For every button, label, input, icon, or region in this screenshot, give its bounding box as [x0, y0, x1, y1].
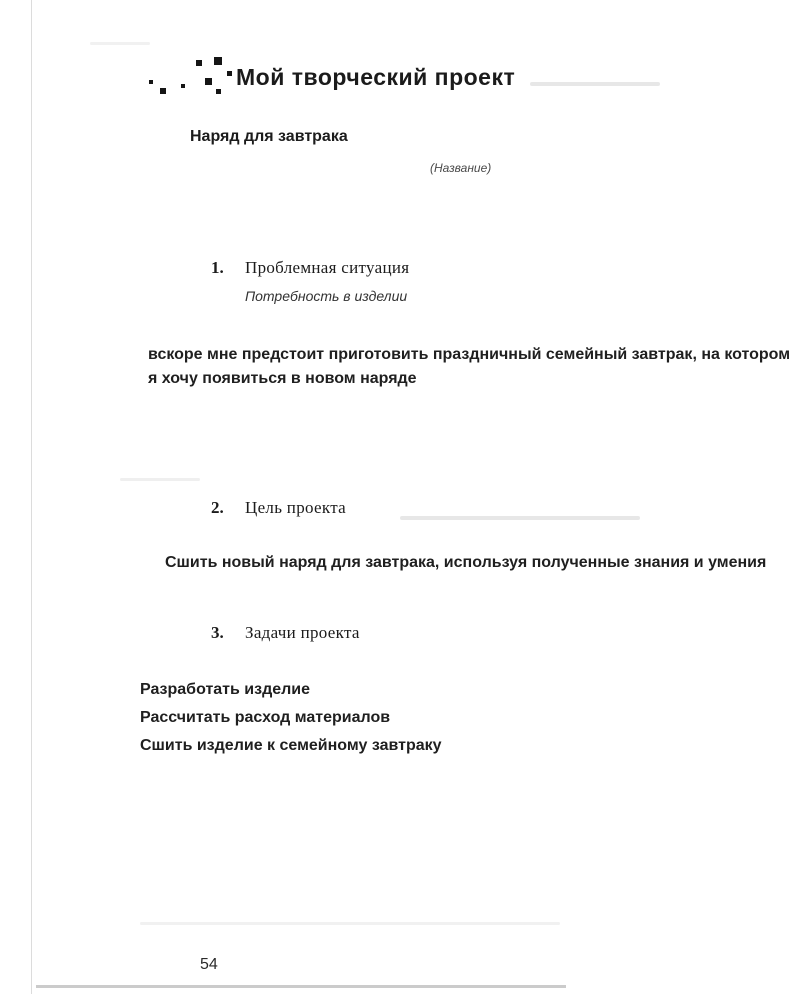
section-1-answer: вскоре мне предстоит приготовить праздничный семейный завтрак, на котором я хочу появиться в новом наряде [148, 346, 791, 387]
section-1-heading [211, 258, 409, 278]
section-1-subheading: Потребность в изделии [245, 288, 408, 304]
page-title: Мой творческий проект [236, 64, 516, 90]
section-3-answer [140, 676, 640, 760]
section-3-heading [211, 623, 360, 643]
scan-smudge [140, 922, 560, 925]
section-3-answer-line: Разработать изделие [140, 681, 311, 698]
scan-smudge [400, 516, 640, 520]
section-3-answer-line: Сшить изделие к семейному завтраку [140, 737, 442, 754]
project-name-caption: (Название) [430, 161, 492, 175]
page-number: 54 [200, 956, 218, 973]
project-name-filled: Наряд для завтрака [190, 128, 348, 145]
section-2-answer: Сшить новый наряд для завтрака, используя полученные знания и умения [165, 554, 767, 571]
scan-smudge [90, 42, 150, 45]
section-3-number: 3. [211, 623, 224, 642]
section-2-title: Цель проекта [245, 498, 346, 517]
scan-smudge [530, 82, 660, 86]
section-3-answer-line: Рассчитать расход материалов [140, 709, 391, 726]
scan-bottom-edge [36, 985, 566, 988]
section-2-heading [211, 498, 346, 518]
scan-left-edge [31, 0, 32, 994]
section-1-title: Проблемная ситуация [245, 258, 410, 277]
section-3-title: Задачи проекта [245, 623, 360, 642]
scan-smudge [120, 478, 200, 481]
section-1-number: 1. [211, 258, 224, 277]
section-2-number: 2. [211, 498, 224, 517]
